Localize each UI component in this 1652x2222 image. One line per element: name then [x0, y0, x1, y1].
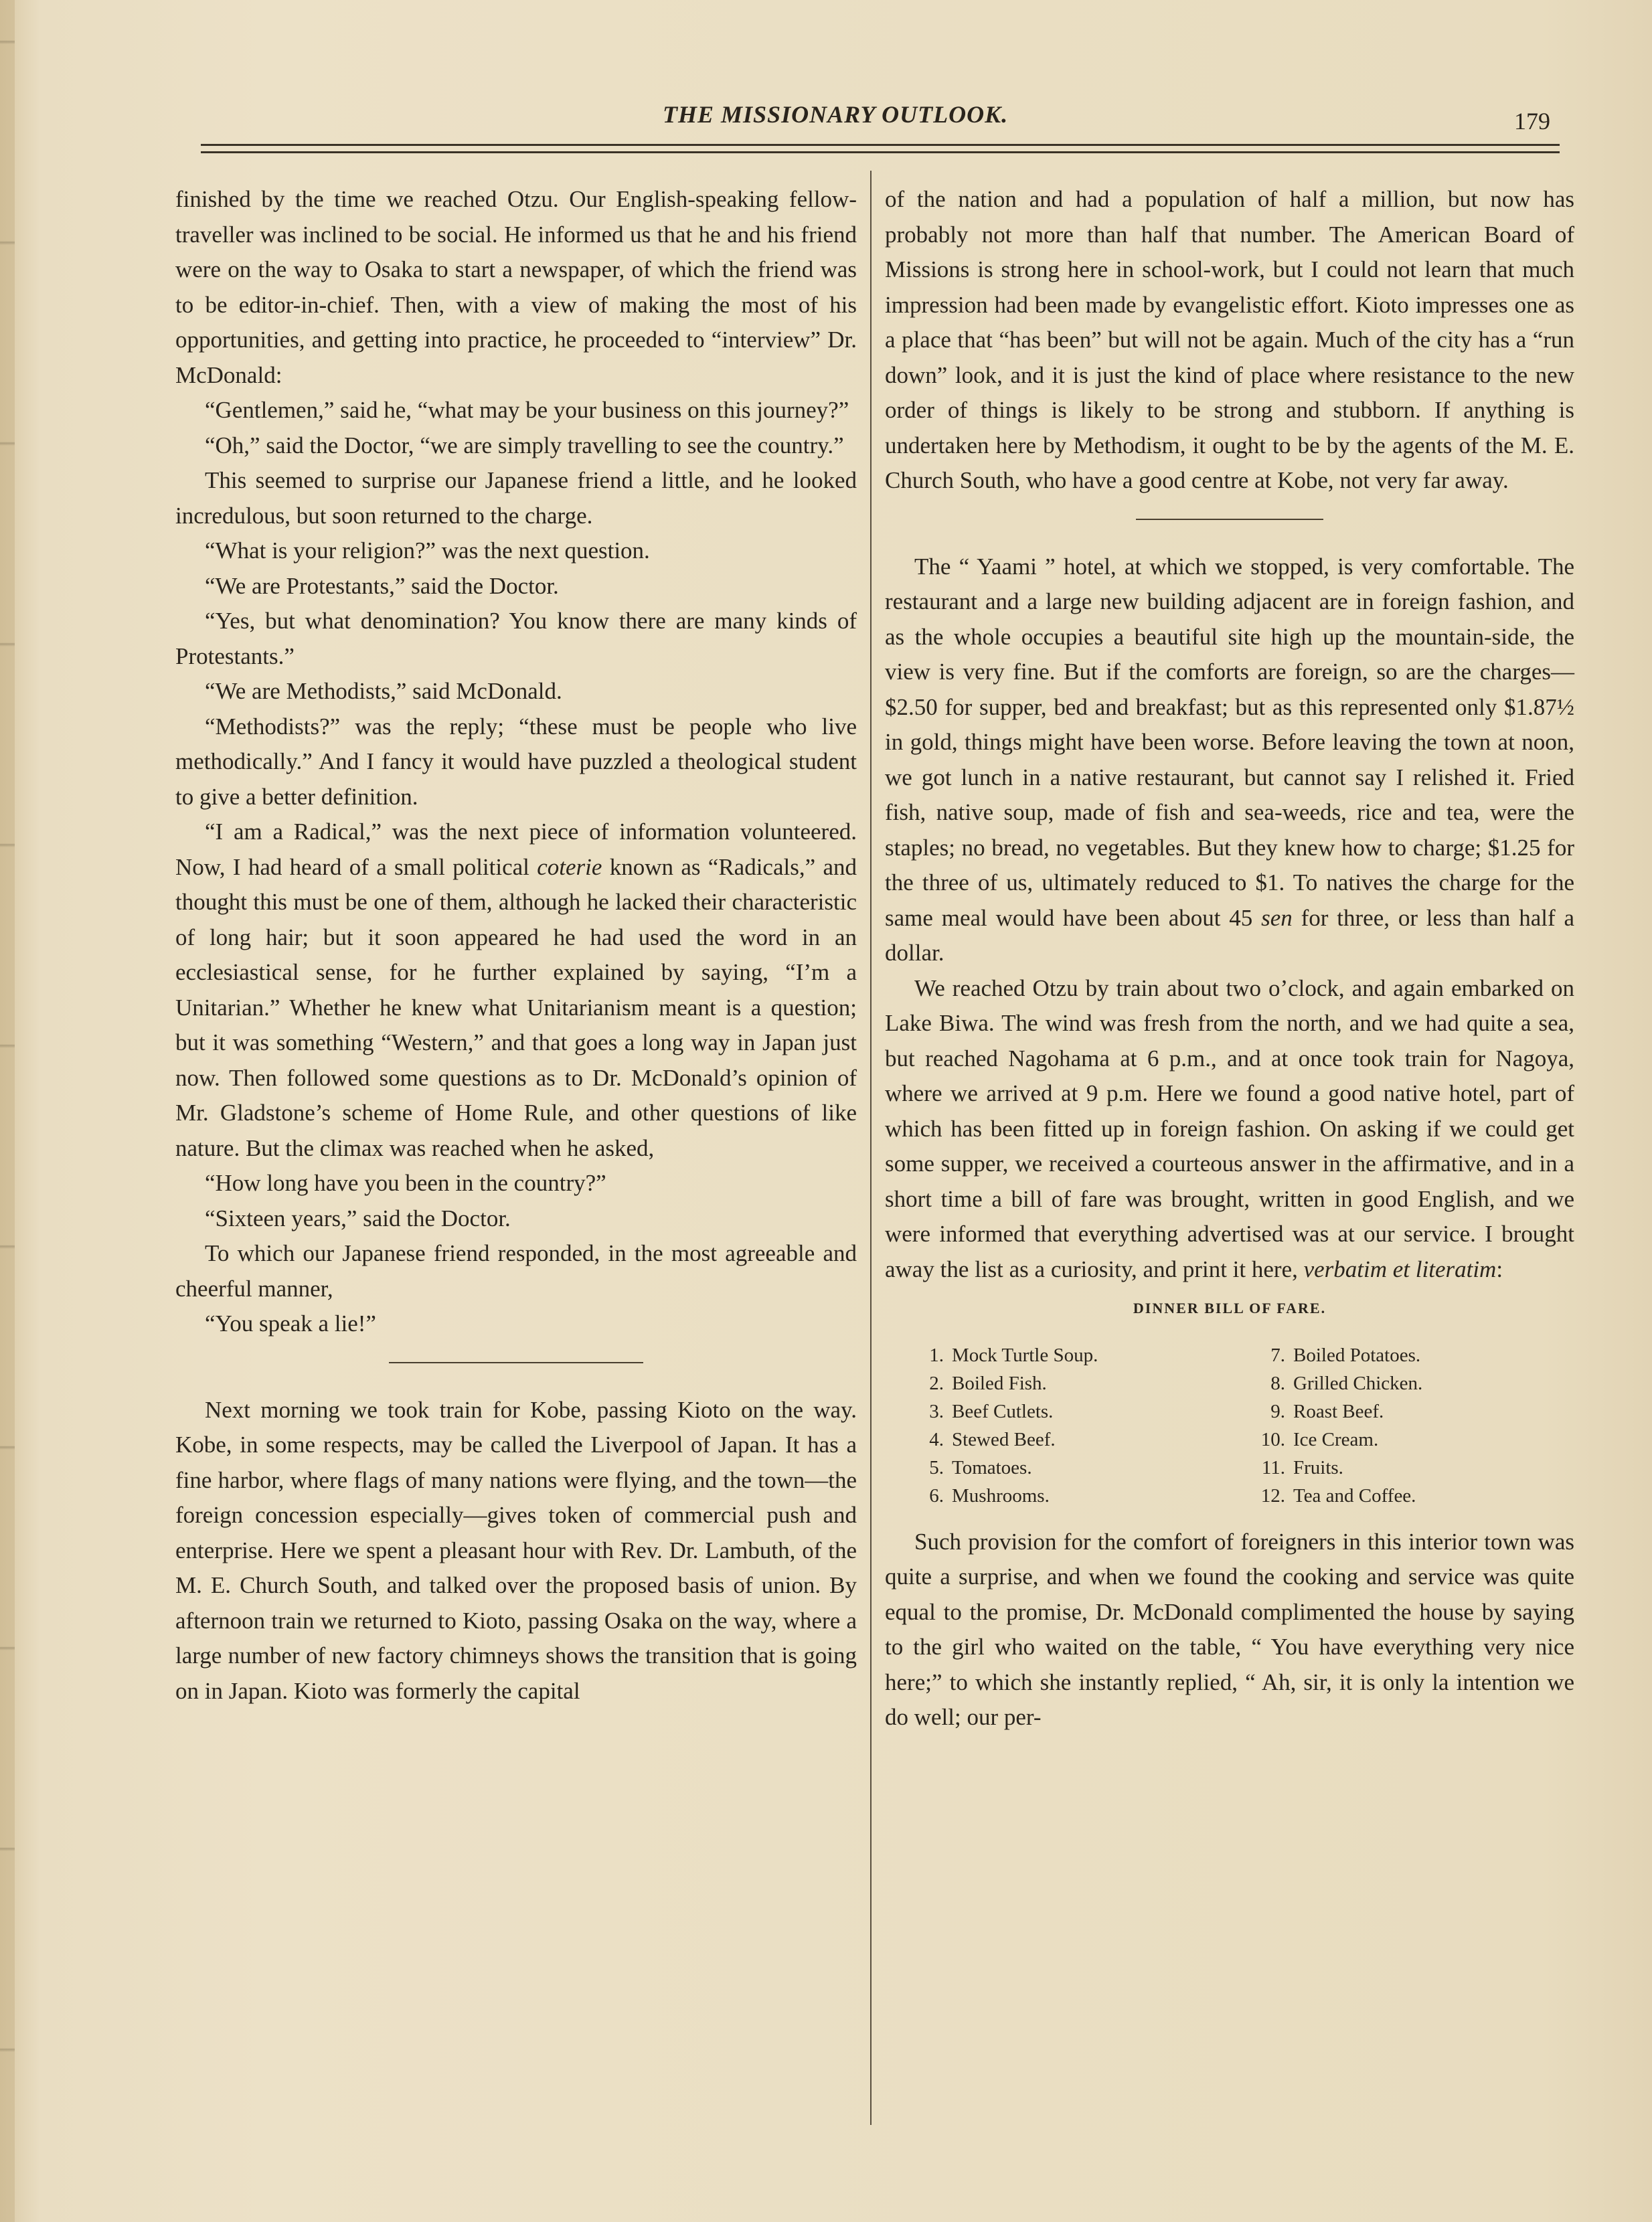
menu-item-dish: Mushrooms. [952, 1484, 1050, 1507]
bill-of-fare-list [885, 1341, 1574, 1510]
italic-term: sen [1261, 904, 1293, 931]
menu-item-dish: Ice Cream. [1293, 1428, 1379, 1450]
paragraph: “Methodists?” was the reply; “these must be people who live methodically.” And I fancy it would have puzzled a theological student to give a better definition. [175, 713, 857, 810]
menu-item-number: 4. [929, 1428, 944, 1450]
menu-item [1253, 1482, 1574, 1510]
menu-item-number: 8. [1270, 1372, 1285, 1394]
italic-term: coterie [537, 853, 602, 880]
page-number: 179 [1514, 108, 1550, 135]
menu-item [1253, 1341, 1574, 1369]
menu-item-number: 12. [1260, 1484, 1285, 1507]
menu-item-dish: Grilled Chicken. [1293, 1372, 1423, 1394]
italic-term: verbatim et literatim [1303, 1256, 1497, 1282]
paragraph: “We are Protestants,” said the Doctor. [205, 572, 559, 599]
menu-item [1253, 1369, 1574, 1397]
menu-item [912, 1482, 1233, 1510]
menu-item-number: 6. [929, 1484, 944, 1507]
menu-item-dish: Boiled Potatoes. [1293, 1344, 1421, 1366]
paragraph: The “ Yaami ” hotel, at which we stopped, is very comfortable. The restaurant and a large new building adjacent are in foreign fashion, and as the whole occupies a beautiful site high up the mountain-side, the view is very fine. But if the comforts are foreign, so are the charges—$2.50 for supper, bed and breakfast; but as this represented only $1.87½ in gold, things might have been worse. Before leaving the town at noon, we got lunch in a native restaurant, but cannot say I relished it. Fried fish, native soup, made of fish and sea-weeds, rice and tea, were the staples; no bread, no vegetables. But they knew how to charge; $1.25 for the three of us, ultimately reduced to $1. To natives the charge for the same meal would have been about 45 sen for three, or less than half a dollar. [885, 553, 1574, 966]
paragraph: “We are Methodists,” said McDonald. [205, 678, 562, 704]
section-divider [389, 1362, 643, 1363]
menu-item-number: 5. [929, 1456, 944, 1478]
bill-of-fare-title: DINNER BILL OF FARE. [1133, 1300, 1327, 1316]
menu-item-dish: Tea and Coffee. [1293, 1484, 1416, 1507]
bill-of-fare-column-right [1253, 1341, 1574, 1510]
menu-item-number: 10. [1260, 1428, 1285, 1450]
menu-item-dish: Fruits. [1293, 1456, 1343, 1478]
menu-item [912, 1341, 1233, 1369]
menu-item-number: 2. [929, 1372, 944, 1394]
running-header-title: THE MISSIONARY OUTLOOK. [663, 101, 1009, 128]
menu-item-dish: Stewed Beef. [952, 1428, 1056, 1450]
menu-item-number: 11. [1261, 1456, 1285, 1478]
paragraph: This seemed to surprise our Japanese friend a little, and he looked incredulous, but soon returned to the charge. [175, 467, 857, 529]
column-divider [870, 171, 872, 2125]
menu-item-dish: Tomatoes. [952, 1456, 1032, 1478]
paragraph: Such provision for the comfort of foreigners in this interior town was quite a surprise, and when we found the cooking and service was quite equal to the promise, Dr. McDonald complimented the house by saying to the girl who waited on the table, “ You have everything very nice here;” to which she instantly replied, “ Ah, sir, it is only la intention we do well; our per- [885, 1528, 1574, 1730]
paragraph: “Sixteen years,” said the Doctor. [205, 1205, 511, 1231]
menu-item-dish: Beef Cutlets. [952, 1400, 1054, 1422]
paragraph: finished by the time we reached Otzu. Our English-speaking fellow-traveller was inclined to be social. He informed us that he and his friend were on the way to Osaka to start a newspaper, of which the friend was to be editor-in-chief. Then, with a view of making the most of his opportunities, and getting into practice, he proceeded to “interview” Dr. McDonald: [175, 186, 857, 388]
menu-item-number: 7. [1270, 1344, 1285, 1366]
menu-item [912, 1397, 1233, 1426]
menu-item [912, 1426, 1233, 1454]
header-rule-lower [201, 151, 1560, 153]
page-binding-edge [0, 0, 15, 2222]
paragraph: We reached Otzu by train about two o’clock, and again embarked on Lake Biwa. The wind was fresh from the north, and we had quite a sea, but reached Nagohama at 6 p.m., and at once took train for Nagoya, where we arrived at 9 p.m. Here we found a good native hotel, part of which has been fitted up in foreign fashion. On asking if we could get some supper, we received a courteous answer in the affirmative, and in a short time a bill of fare was brought, written in good English, and we were informed that everything advertised was at our service. I brought away the list as a curiosity, and print it here, verbatim et literatim: [885, 974, 1574, 1282]
menu-item-dish: Roast Beef. [1293, 1400, 1384, 1422]
paragraph: “I am a Radical,” was the next piece of information volunteered. Now, I had heard of a small political coterie known as “Radicals,” and thought this must be one of them, although he lacked their characteristic of long hair; but it soon appeared he had used the word in an ecclesiastical sense, for he further explained by saying, “I’m a Unitarian.” Whether he knew what Unitarianism meant is a question; but it was something “Western,” and that goes a long way in Japan just now. Then followed some questions as to Dr. McDonald’s opinion of Mr. Gladstone’s scheme of Home Rule, and other questions of like nature. But the climax was reached when he asked, [175, 819, 857, 1161]
paragraph: of the nation and had a population of half a million, but now has probably not more than half that number. The American Board of Missions is strong here in school-work, but I could not learn that much impression had been made by evangelistic effort. Kioto impresses one as a place that “has been” but will not be again. Much of the city has a “run down” look, and it is just the kind of place where resistance to the new order of things is likely to be strong and stubborn. If anything is undertaken here by Methodism, it ought to be by the agents of the M. E. Church South, who have a good centre at Kobe, not very far away. [885, 186, 1574, 493]
header-rule-upper [201, 144, 1560, 146]
section-divider [1136, 519, 1323, 520]
menu-item-dish: Mock Turtle Soup. [952, 1344, 1098, 1366]
paragraph: “What is your religion?” was the next question. [205, 537, 650, 564]
right-column [885, 182, 1574, 1735]
paragraph: Next morning we took train for Kobe, passing Kioto on the way. Kobe, in some respects, may be called the Liverpool of Japan. It has a fine harbor, where flags of many nations were flying, and the town—the foreign concession especially—gives token of commercial push and enterprise. Here we spent a pleasant hour with Rev. Dr. Lambuth, of the M. E. Church South, and talked over the proposed basis of union. By afternoon train we returned to Kioto, passing Osaka on the way, where a large number of new factory chimneys shows the transition that is going on in Japan. Kioto was formerly the capital [175, 1396, 857, 1704]
left-column-body [175, 182, 857, 1342]
menu-item [912, 1369, 1233, 1397]
paragraph: “Oh,” said the Doctor, “we are simply travelling to see the country.” [205, 432, 844, 458]
menu-item-dish: Boiled Fish. [952, 1372, 1047, 1394]
left-column [175, 182, 857, 1709]
bill-of-fare-column-left [912, 1341, 1233, 1510]
menu-item-number: 3. [929, 1400, 944, 1422]
paragraph: “You speak a lie!” [205, 1310, 376, 1337]
paragraph: To which our Japanese friend responded, in the most agreeable and cheerful manner, [175, 1240, 857, 1302]
paragraph: “How long have you been in the country?” [205, 1170, 606, 1196]
menu-item [912, 1454, 1233, 1482]
right-column-body [885, 182, 1574, 499]
bill-of-fare [885, 1291, 1574, 1510]
left-column-body-continued [175, 1393, 857, 1709]
menu-item [1253, 1426, 1574, 1454]
menu-item-number: 1. [929, 1344, 944, 1366]
right-column-body-final [885, 1525, 1574, 1735]
right-column-body-continued [885, 549, 1574, 1288]
menu-item-number: 9. [1270, 1400, 1285, 1422]
paragraph: “Yes, but what denomination? You know there are many kinds of Protestants.” [175, 608, 857, 669]
paragraph: “Gentlemen,” said he, “what may be your business on this journey?” [205, 397, 849, 423]
menu-item [1253, 1454, 1574, 1482]
menu-item [1253, 1397, 1574, 1426]
